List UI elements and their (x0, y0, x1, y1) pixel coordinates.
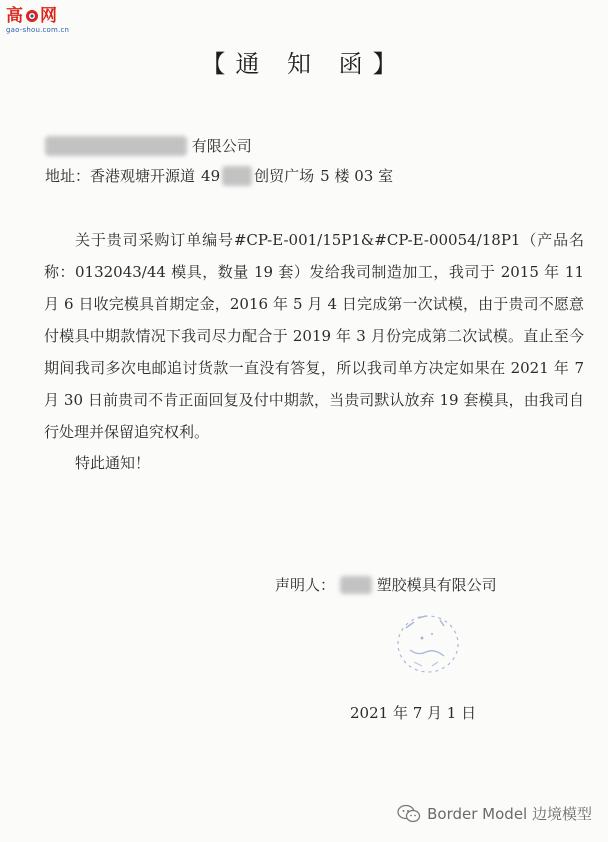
wechat-icon (397, 804, 421, 824)
addressee-suffix: 有限公司 (191, 137, 252, 155)
logo-domain: gao-shou.com.cn (6, 26, 70, 34)
declarant-label: 声明人： (275, 576, 336, 594)
closing-line: 特此通知！ (75, 454, 151, 472)
watermark (397, 803, 592, 824)
logo-emblem-icon (25, 9, 39, 23)
logo-char-1: 高 (6, 6, 24, 26)
company-seal-icon (392, 606, 472, 676)
address-floor: 5 楼 03 室 (320, 167, 394, 185)
notice-body (44, 224, 584, 448)
logo-wordmark (6, 6, 72, 26)
addressee-line (45, 136, 252, 156)
declarant-company: 塑胶模具有限公司 (376, 576, 497, 594)
address-label: 地址： (45, 167, 91, 185)
declarant-line (275, 574, 497, 595)
watermark-text: Border Model 边境模型 (427, 805, 592, 823)
document-title: 【通 知 函】 (201, 50, 407, 78)
site-logo[interactable] (6, 6, 72, 40)
body-paragraph: 关于贵司采购订单编号#CP-E-001/15P1&#CP-E-00054/18P1（产品名称：0132043/44 模具，数量 19 套）发给我司制造加工，我司于 2015 年 11 月 6 日收完模具首期定金，2016 年 5 月 4 日完成第一次试模，由于贵司不愿意付模具中期款情况下我司尽力配合于 2019 年 3 月份完成第二次试模。直止至今期间我司多次电邮追讨货款一直没有答复，所以我司单方决定如果在 2021 年 7 月 30 日前贵司不肯正面回复及付中期款，当贵司默认放弃 19 套模具，由我司自行处理并保留追究权利。 (44, 231, 584, 441)
redacted-address (222, 166, 252, 186)
redacted-company-name (45, 136, 187, 156)
address-number: 49 (201, 167, 221, 185)
address-mid: 开源道 (150, 167, 196, 185)
redacted-declarant (340, 576, 372, 594)
logo-char-2: 网 (40, 6, 58, 26)
address-building: 创贸广场 (254, 167, 315, 185)
address-prefix: 香港观塘 (90, 167, 151, 185)
address-line (45, 166, 393, 186)
document-date: 2021 年 7 月 1 日 (350, 704, 477, 722)
